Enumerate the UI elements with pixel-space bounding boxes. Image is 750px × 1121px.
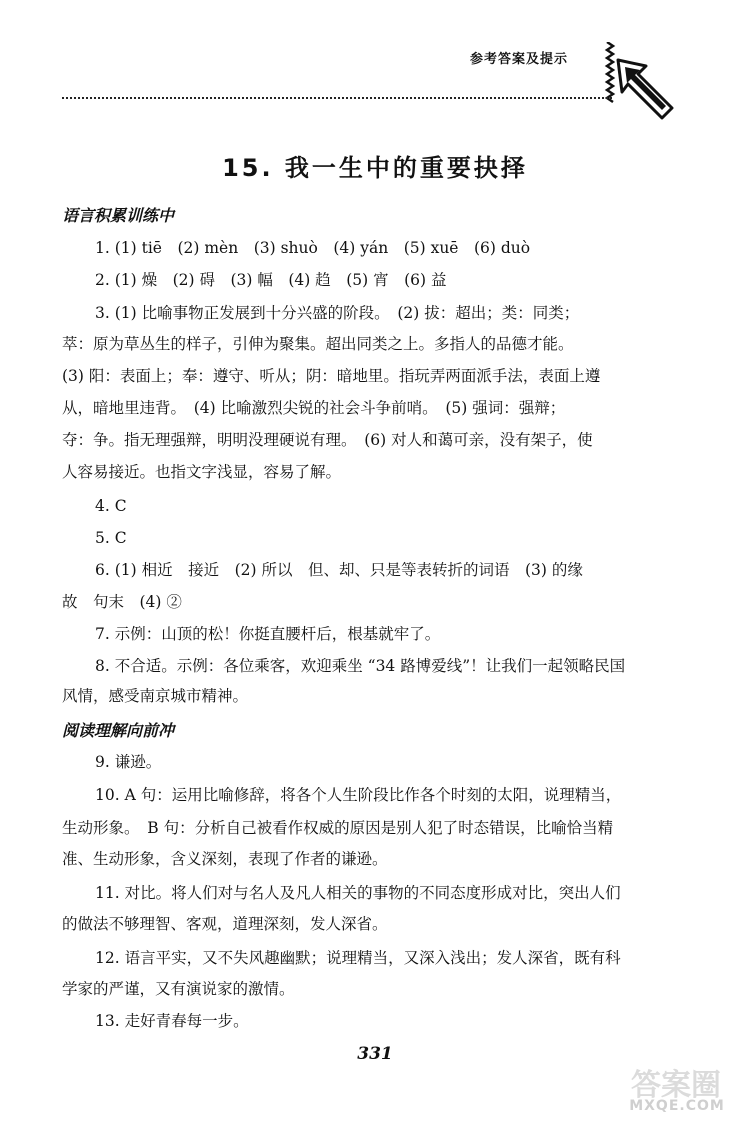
- text-line: 夺：争。指无理强辩，明明没理硬说有理。 (6) 对人和蔼可亲，没有架子，使: [62, 431, 593, 449]
- text-line: 13. 走好青春每一步。: [95, 1012, 249, 1030]
- text-line: 3. (1) 比喻事物正发展到十分兴盛的阶段。 (2) 拔：超出；类：同类；: [95, 304, 580, 322]
- text-line: 生动形象。 B 句：分析自己被看作权威的原因是别人犯了时态错误，比喻恰当精: [62, 819, 614, 837]
- arrow-up-left-icon: [616, 58, 674, 122]
- text-line: (3) 阳：表面上；奉：遵守、听从；阴：暗地里。指玩弄两面派手法，表面上遵: [62, 367, 601, 385]
- text-line: 的做法不够理智、客观，道理深刻，发人深省。: [62, 915, 388, 933]
- text-line: 风情，感受南京城市精神。: [62, 687, 249, 705]
- text-line: 2. (1) 燥 (2) 碍 (3) 幅 (4) 趋 (5) 宵 (6) 益: [95, 271, 447, 289]
- text-line: 9. 谦逊。: [95, 753, 162, 771]
- section-heading: 语言积累训练中: [62, 206, 175, 225]
- text-line: 10. A 句：运用比喻修辞，将各个人生阶段比作各个时刻的太阳，说理精当，: [95, 786, 622, 804]
- watermark-text: MXQE.COM: [629, 1098, 725, 1114]
- text-line: 12. 语言平实，又不失风趣幽默；说理精当，又深入浅出；发人深省，既有科: [95, 949, 621, 967]
- text-line: 准、生动形象，含义深刻，表现了作者的谦逊。: [62, 850, 388, 868]
- text-line: 11. 对比。将人们对与名人及凡人相关的事物的不同态度形成对比，突出人们: [95, 884, 621, 902]
- text-line: 学家的严谨，又有演说家的激情。: [62, 980, 295, 998]
- page-title: 15. 我一生中的重要抉择: [222, 154, 528, 182]
- text-line: 7. 示例：山顶的松！你挺直腰杆后，根基就牢了。: [95, 625, 441, 643]
- text-line: 从，暗地里违背。 (4) 比喻激烈尖锐的社会斗争前哨。 (5) 强词：强辩；: [62, 399, 566, 417]
- text-line: 4. C: [95, 497, 127, 515]
- text-line: 故 句末 (4) ②: [62, 593, 182, 611]
- page-number: 331: [357, 1044, 393, 1064]
- text-line: 萃：原为草丛生的样子，引伸为聚集。超出同类之上。多指人的品德才能。: [62, 335, 574, 353]
- watermark-logo: 答案圈: [631, 1068, 721, 1103]
- text-line: 5. C: [95, 529, 127, 547]
- watermark: [612, 1058, 742, 1118]
- text-line: 6. (1) 相近 接近 (2) 所以 但、却、只是等表转折的词语 (3) 的缘: [95, 561, 583, 579]
- header-dotted-rule: [62, 97, 612, 99]
- text-line: 1. (1) tiē (2) mèn (3) shuò (4) yán (5) xuē (6) duò: [95, 239, 531, 257]
- text-line: 人容易接近。也指文字浅显，容易了解。: [62, 463, 342, 481]
- section-heading: 阅读理解向前冲: [62, 721, 175, 740]
- zigzag-ornament-icon: [603, 42, 617, 104]
- header-label: 参考答案及提示: [470, 52, 569, 67]
- text-line: 8. 不合适。示例：各位乘客，欢迎乘坐 “34 路博爱线”！让我们一起领略民国: [95, 657, 626, 675]
